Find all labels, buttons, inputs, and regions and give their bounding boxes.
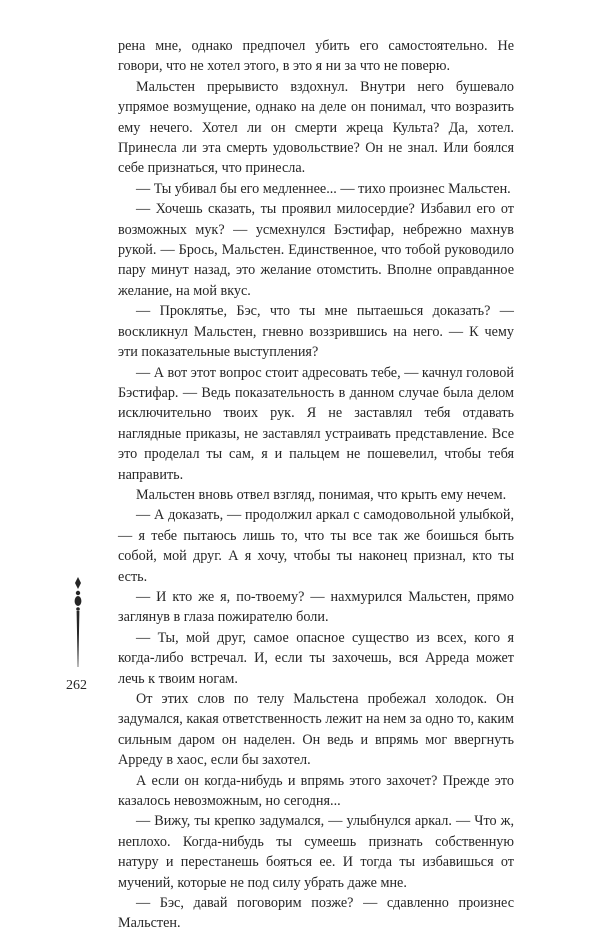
paragraph: — А вот этот вопрос стоит адресовать тебе, — качнул головой Бэстифар. — Ведь показательность в данном случае была делом исключительно твоих рук. Я не заставлял тебя отдавать наглядные приказы, не заставлял устраивать представление. Все это проделал ты сам, я и пальцем не пошевелил, чтобы тебя направить. xyxy=(118,364,514,483)
paragraph: — Проклятье, Бэс, что ты мне пытаешься доказать? — воскликнул Мальстен, гневно воззрившись на него. — К чему эти показательные выступления? xyxy=(118,303,514,361)
paragraph: — И кто же я, по-твоему? — нахмурился Мальстен, прямо заглянув в глаза пожирателю боли. xyxy=(118,588,514,626)
page-body-text xyxy=(118,36,514,934)
paragraph: От этих слов по телу Мальстена пробежал холодок. Он задумался, какая ответственность лежит на нем за одно то, каким сильным даром он наделен. Он ведь и впрямь мог ввергнуть Арреду в хаос, если бы захотел. xyxy=(118,691,514,769)
paragraph: — Бэс, давай поговорим позже? — сдавленно произнес Мальстен. xyxy=(118,895,514,932)
paragraph: — Хочешь сказать, ты проявил милосердие? Избавил его от возможных мук? — усмехнулся Бэстифар, небрежно махнув рукой. — Брось, Мальстен. Единственное, что тобой руководило пару минут назад, это желание отомстить. Вполне оправданное желание, на мой вкус. xyxy=(118,201,514,299)
page-ornament-icon xyxy=(68,577,88,667)
paragraph: — А доказать, — продолжил аркал с самодовольной улыбкой, — я тебе пытаюсь лишь то, что ты все так же боишься быть собой, мой друг. А я хочу, чтобы ты наконец признал, кто ты есть. xyxy=(118,507,514,585)
page-number: 262 xyxy=(66,678,87,693)
paragraph: — Ты убивал бы его медленнее... — тихо произнес Мальстен. xyxy=(136,180,511,197)
paragraph: рена мне, однако предпочел убить его самостоятельно. Не говори, что не хотел этого, в это я ни за что не поверю. xyxy=(118,38,514,75)
paragraph: — Вижу, ты крепко задумался, — улыбнулся аркал. — Что ж, неплохо. Когда-нибудь ты сумеешь признать собственную натуру и перестанешь бояться ее. И тогда ты избавишься от мучений, которые не под силу убрать даже мне. xyxy=(118,813,514,891)
paragraph: Мальстен вновь отвел взгляд, понимая, что крыть ему нечем. xyxy=(136,486,507,503)
paragraph: А если он когда-нибудь и впрямь этого захочет? Прежде это казалось невозможным, но сегодня... xyxy=(118,772,514,810)
paragraph: Мальстен прерывисто вздохнул. Внутри него бушевало упрямое возмущение, однако на деле он понимал, что возразить ему нечего. Хотел ли он смерти жреца Культа? Да, хотел. Принесла ли эта смерть удовольствие? Он не знал. Или боялся себе признаться, что принесла. xyxy=(118,78,514,177)
paragraph: — Ты, мой друг, самое опасное существо из всех, кого я когда-либо встречал. И, если ты захочешь, вся Арреда может лечь к твоим ногам. xyxy=(118,629,514,687)
